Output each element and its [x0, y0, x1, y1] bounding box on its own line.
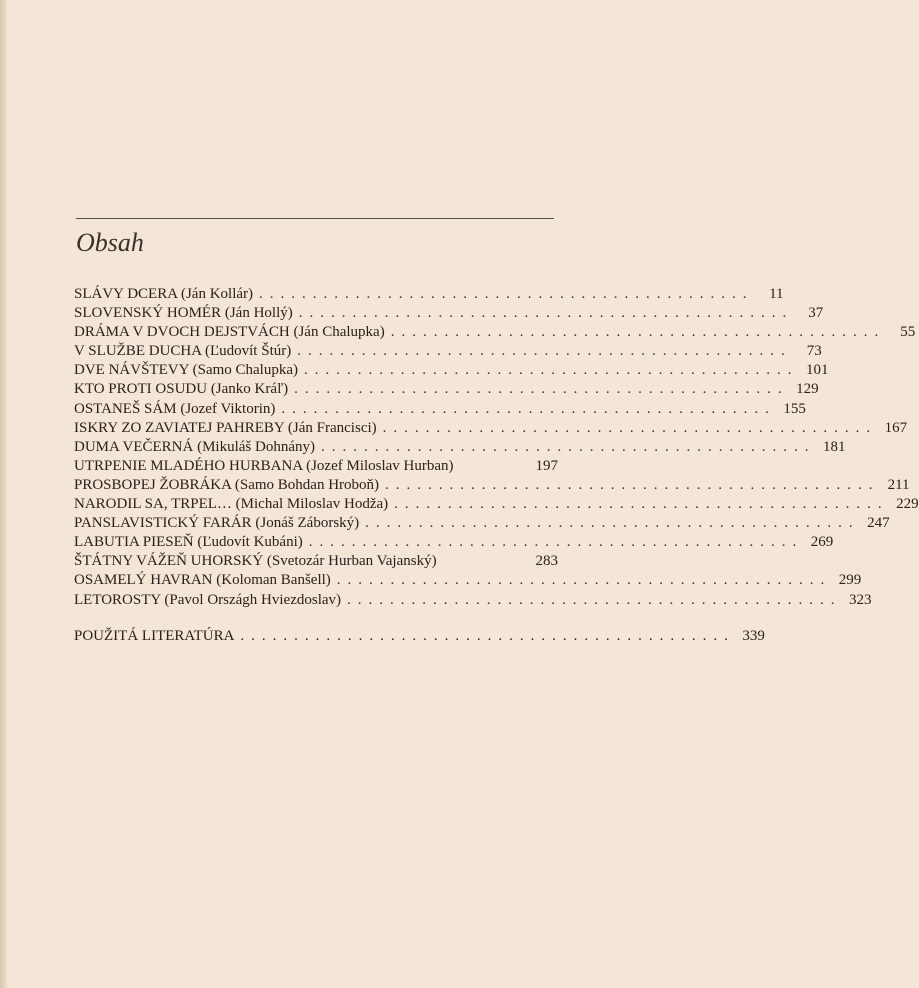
toc-entry [74, 457, 558, 476]
toc-entry-page: 283 [535, 553, 558, 570]
toc-entry-title: DRÁMA V DVOCH DEJSTVÁCH (Ján Chalupka) [74, 324, 385, 341]
toc-entry-page: 247 [867, 515, 890, 532]
toc-entry-page: 101 [806, 362, 829, 379]
toc-entry-page: 181 [822, 438, 846, 455]
toc-entry-page: 229 [896, 496, 919, 513]
toc-entry [74, 533, 834, 552]
dot-leader: .............................................. [385, 476, 880, 493]
toc-entry-title: NARODIL SA, TRPEL… (Michal Miloslav Hodža) [74, 496, 389, 513]
toc-entry-page: 37 [808, 305, 824, 322]
toc-entry [74, 304, 824, 323]
dot-leader: .............................................. [308, 534, 804, 551]
toc-entry-title: ŠTÁTNY VÁŽEŇ UHORSKÝ (Svetozár Hurban Vajanský) [74, 553, 437, 570]
dot-leader: .............................................. [294, 381, 789, 398]
toc-entry-title: OSTANEŠ SÁM (Jozef Viktorin) [74, 400, 276, 417]
toc-entry-page: 73 [806, 343, 822, 360]
toc-entry [74, 438, 846, 457]
toc-entry [74, 342, 822, 361]
toc-entry-page: 129 [796, 381, 819, 398]
toc-entry-title: PROSBOPEJ ŽOBRÁKA (Samo Bohdan Hroboň) [74, 476, 380, 493]
toc-entry-title: KTO PROTI OSUDU (Janko Kráľ) [74, 381, 289, 398]
toc-entry-title: DUMA VEČERNÁ (Mikuláš Dohnány) [74, 438, 315, 455]
toc-entry [74, 495, 919, 514]
toc-entry [74, 514, 890, 533]
dot-leader: .............................................. [390, 324, 886, 341]
toc-entry-page: 299 [838, 572, 862, 589]
dot-leader: .............................................. [365, 515, 860, 532]
toc-entry [74, 285, 784, 304]
toc-entry [74, 476, 910, 495]
toc-entry-page: 211 [887, 476, 910, 493]
toc-entry-page: 155 [783, 400, 806, 417]
toc-entry-title: LETOROSTY (Pavol Országh Hviezdoslav) [74, 591, 342, 608]
toc-entry [74, 419, 908, 438]
dot-leader: .............................................. [394, 496, 889, 513]
heading-rule [76, 218, 554, 219]
toc-entry-title: ISKRY ZO ZAVIATEJ PAHREBY (Ján Francisci) [74, 419, 377, 436]
literature-title: POUŽITÁ LITERATÚRA [74, 628, 235, 644]
literature-page: 339 [742, 628, 765, 644]
toc-entry [74, 400, 806, 419]
toc-entry-title: UTRPENIE MLADÉHO HURBANA (Jozef Miloslav Hurban) [74, 457, 454, 474]
toc-entry-title: LABUTIA PIESEŇ (Ľudovít Kubáni) [74, 534, 303, 551]
toc-entry-title: V SLUŽBE DUCHA (Ľudovít Štúr) [74, 343, 292, 360]
toc-entry-page: 55 [900, 324, 916, 341]
dot-leader: .............................................. [336, 572, 832, 589]
toc-entry [74, 361, 829, 380]
toc-entry-title: OSAMELÝ HAVRAN (Koloman Banšell) [74, 572, 331, 589]
table-of-contents [74, 285, 919, 610]
toc-entry [74, 571, 862, 590]
toc-entry [74, 323, 916, 342]
toc-entry [74, 591, 872, 610]
dot-leader: .............................................. [382, 419, 878, 436]
toc-entry-title: SLOVENSKÝ HOMÉR (Ján Hollý) [74, 305, 293, 322]
dot-leader: .............................................. [259, 286, 754, 302]
toc-entry-title: PANSLAVISTICKÝ FARÁR (Jonáš Záborský) [74, 515, 360, 532]
literature-entry [74, 627, 765, 646]
dot-leader: .............................................. [304, 362, 799, 379]
toc-entry-page: 323 [849, 591, 872, 608]
toc-entry [74, 380, 819, 399]
page-title: Obsah [76, 228, 144, 257]
toc-entry-page: 269 [810, 534, 834, 551]
toc-entry-page: 11 [769, 286, 784, 302]
dot-leader: .............................................. [298, 305, 794, 322]
dot-leader: .............................................. [347, 591, 842, 608]
dot-leader: .............................................. [240, 628, 735, 644]
dot-leader: .............................................. [320, 438, 816, 455]
toc-entry-title: SLÁVY DCERA (Ján Kollár) [74, 286, 254, 302]
dot-leader: .............................................. [281, 400, 776, 417]
toc-entry-page: 197 [535, 457, 558, 474]
toc-entry-title: DVE NÁVŠTEVY (Samo Chalupka) [74, 362, 298, 379]
page-edge [0, 0, 7, 988]
toc-entry-page: 167 [884, 419, 908, 436]
dot-leader: .............................................. [297, 343, 792, 360]
toc-entry [74, 552, 558, 571]
